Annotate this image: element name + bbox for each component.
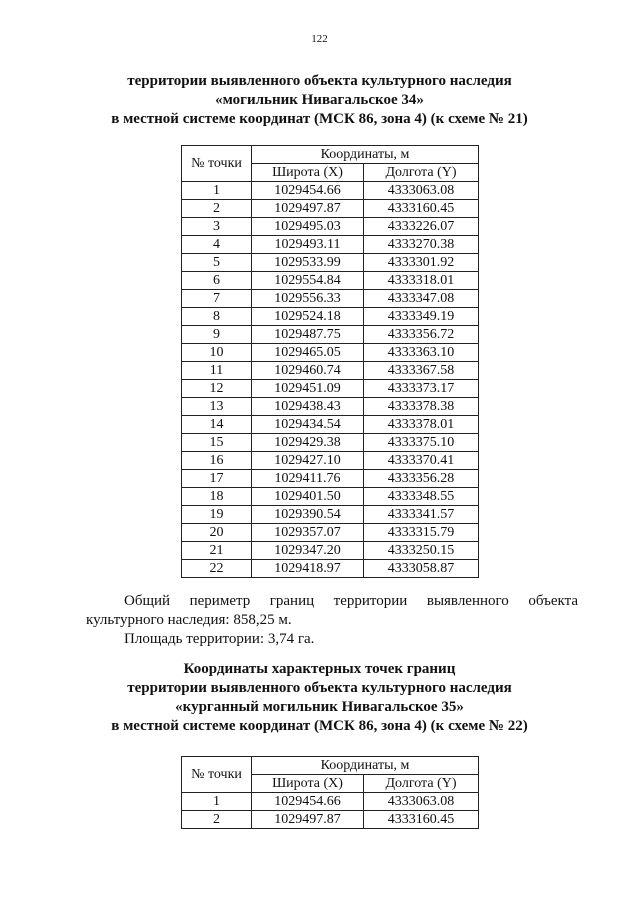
perimeter-text: Общий периметр границ территории выявленного объекта [124,593,578,609]
cell-point-number: 18 [182,488,252,506]
table-row [182,272,479,290]
cell-longitude: 4333270.38 [364,236,479,254]
cell-latitude: 1029460.74 [252,362,364,380]
table-row [182,182,479,200]
cell-longitude: 4333367.58 [364,362,479,380]
col-header-lon: Долгота (Y) [364,164,479,182]
col-header-lon: Долгота (Y) [364,775,479,793]
cell-longitude: 4333378.01 [364,416,479,434]
cell-longitude: 4333370.41 [364,452,479,470]
cell-latitude: 1029454.66 [252,182,364,200]
cell-longitude: 4333375.10 [364,434,479,452]
cell-latitude: 1029429.38 [252,434,364,452]
cell-point-number: 10 [182,344,252,362]
cell-latitude: 1029438.43 [252,398,364,416]
cell-longitude: 4333341.57 [364,506,479,524]
cell-latitude: 1029451.09 [252,380,364,398]
heading-line: «могильник Нивагальское 34» [215,92,424,108]
coordinates-table-22 [181,756,479,829]
table-row [182,308,479,326]
cell-latitude: 1029347.20 [252,542,364,560]
cell-latitude: 1029401.50 [252,488,364,506]
cell-point-number: 7 [182,290,252,308]
cell-latitude: 1029487.75 [252,326,364,344]
table-header-row [182,757,479,775]
cell-longitude: 4333058.87 [364,560,479,578]
cell-point-number: 2 [182,811,252,829]
cell-point-number: 19 [182,506,252,524]
table-row [182,326,479,344]
cell-point-number: 1 [182,793,252,811]
cell-longitude: 4333348.55 [364,488,479,506]
cell-point-number: 9 [182,326,252,344]
cell-point-number: 12 [182,380,252,398]
heading-line: территории выявленного объекта культурного наследия [127,73,512,89]
table-row [182,452,479,470]
summary-block [86,592,578,649]
table-row [182,470,479,488]
cell-point-number: 14 [182,416,252,434]
table-row [182,524,479,542]
cell-longitude: 4333318.01 [364,272,479,290]
cell-latitude: 1029497.87 [252,811,364,829]
cell-longitude: 4333356.72 [364,326,479,344]
cell-point-number: 16 [182,452,252,470]
heading-line: территории выявленного объекта культурного наследия [127,680,512,696]
table-row [182,488,479,506]
cell-longitude: 4333250.15 [364,542,479,560]
cell-latitude: 1029427.10 [252,452,364,470]
coordinates-table-21 [181,145,479,578]
heading-line: Координаты характерных точек границ [183,661,456,677]
table-row [182,542,479,560]
perimeter-text-cont: культурного наследия: 858,25 м. [86,612,292,628]
table-row [182,236,479,254]
cell-longitude: 4333160.45 [364,200,479,218]
cell-latitude: 1029454.66 [252,793,364,811]
cell-point-number: 20 [182,524,252,542]
cell-latitude: 1029554.84 [252,272,364,290]
cell-point-number: 5 [182,254,252,272]
col-header-coords: Координаты, м [252,757,479,775]
cell-point-number: 6 [182,272,252,290]
cell-longitude: 4333349.19 [364,308,479,326]
table-row [182,218,479,236]
page-number: 122 [311,33,328,45]
cell-point-number: 13 [182,398,252,416]
table-row [182,811,479,829]
table-row [182,434,479,452]
table-row [182,398,479,416]
heading-line: в местной системе координат (МСК 86, зона 4) (к схеме № 22) [111,718,528,734]
cell-latitude: 1029524.18 [252,308,364,326]
cell-longitude: 4333315.79 [364,524,479,542]
col-header-lat: Широта (X) [252,775,364,793]
cell-longitude: 4333347.08 [364,290,479,308]
cell-point-number: 3 [182,218,252,236]
cell-longitude: 4333378.38 [364,398,479,416]
area-text: Площадь территории: 3,74 га. [124,631,315,647]
cell-latitude: 1029495.03 [252,218,364,236]
cell-longitude: 4333373.17 [364,380,479,398]
cell-point-number: 21 [182,542,252,560]
cell-point-number: 1 [182,182,252,200]
heading-line: в местной системе координат (МСК 86, зона 4) (к схеме № 21) [111,111,528,127]
section1-heading [0,72,639,129]
table-row [182,416,479,434]
table-header-row [182,146,479,164]
table-row [182,362,479,380]
col-header-lat: Широта (X) [252,164,364,182]
table-row [182,560,479,578]
heading-line: «курганный могильник Нивагальское 35» [175,699,464,715]
cell-point-number: 17 [182,470,252,488]
cell-longitude: 4333301.92 [364,254,479,272]
table-row [182,290,479,308]
cell-latitude: 1029418.97 [252,560,364,578]
cell-latitude: 1029497.87 [252,200,364,218]
cell-latitude: 1029533.99 [252,254,364,272]
cell-point-number: 11 [182,362,252,380]
cell-latitude: 1029434.54 [252,416,364,434]
cell-longitude: 4333363.10 [364,344,479,362]
cell-point-number: 8 [182,308,252,326]
cell-latitude: 1029411.76 [252,470,364,488]
table-row [182,254,479,272]
section2-heading [0,660,639,736]
cell-longitude: 4333063.08 [364,793,479,811]
table-row [182,344,479,362]
cell-longitude: 4333226.07 [364,218,479,236]
table-row [182,793,479,811]
cell-point-number: 22 [182,560,252,578]
cell-point-number: 15 [182,434,252,452]
cell-longitude: 4333160.45 [364,811,479,829]
cell-longitude: 4333356.28 [364,470,479,488]
cell-latitude: 1029465.05 [252,344,364,362]
col-header-point: № точки [182,757,252,793]
cell-latitude: 1029556.33 [252,290,364,308]
col-header-coords: Координаты, м [252,146,479,164]
table-row [182,200,479,218]
col-header-point: № точки [182,146,252,182]
cell-latitude: 1029390.54 [252,506,364,524]
table-row [182,506,479,524]
cell-latitude: 1029357.07 [252,524,364,542]
cell-point-number: 2 [182,200,252,218]
cell-longitude: 4333063.08 [364,182,479,200]
cell-latitude: 1029493.11 [252,236,364,254]
table-row [182,380,479,398]
cell-point-number: 4 [182,236,252,254]
